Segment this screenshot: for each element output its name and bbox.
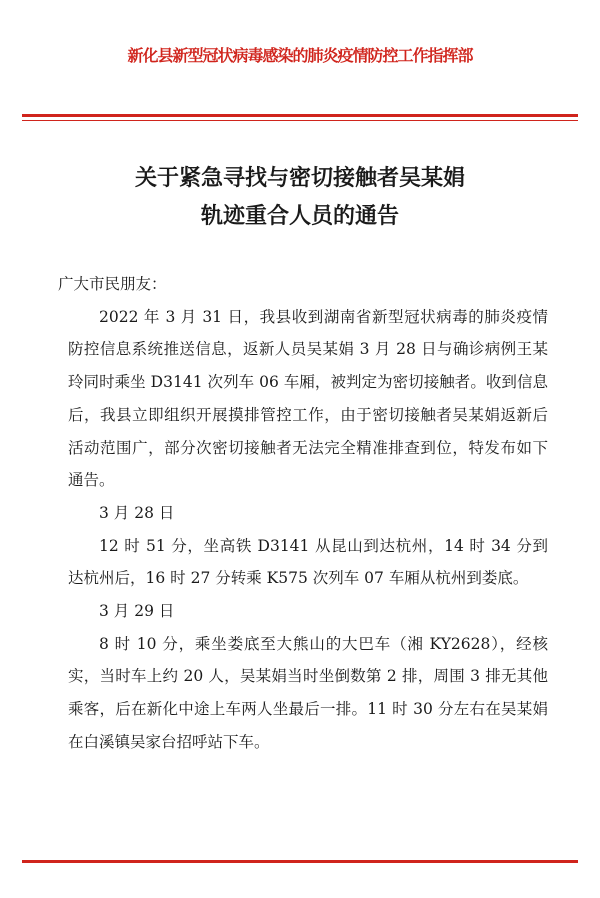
intro-paragraph: 2022 年 3 月 31 日，我县收到湖南省新型冠状病毒的肺炎疫情防控信息系统推送信息，返新人员吴某娟 3 月 28 日与确诊病例王某玲同时乘坐 D3141 次列车 06 车厢，被判定为密切接触者。收到信息后，我县立即组织开展摸排管控工作，由于密切接触者吴某娟返新后活动范围广，部分次密切接触者无法完全精准排查到位，特发布如下通告。 — [68, 307, 548, 490]
footer-rule — [22, 860, 578, 863]
notice-title-line-1: 关于紧急寻找与密切接触者吴某娟 — [134, 166, 465, 191]
itinerary-paragraph-1: 12 时 51 分，坐高铁 D3141 从昆山到达杭州，14 时 34 分到达杭州后，16 时 27 分转乘 K575 次列车 07 车厢从杭州到娄底。 — [68, 536, 548, 588]
notice-title-line-2: 轨迹重合人员的通告 — [200, 204, 399, 229]
notice-body — [58, 268, 548, 759]
itinerary-paragraph-2: 8 时 10 分，乘坐娄底至大熊山的大巴车（湘 KY2628），经核实，当时车上约 20 人，吴某娟当时坐倒数第 2 排，周围 3 排无其他乘客，后在新化中途上车两人坐最后一排。11 时 30 分左右在吴某娟在白溪镇吴家台招呼站下车。 — [68, 634, 548, 751]
date-heading-1: 3 月 28 日 — [99, 503, 175, 522]
masthead-rule-thin — [22, 120, 578, 121]
date-heading-2: 3 月 29 日 — [99, 602, 175, 621]
masthead-title: 新化县新型冠状病毒感染的肺炎疫情防控工作指挥部 — [127, 46, 473, 65]
greeting: 广大市民朋友： — [58, 275, 167, 293]
masthead-rule-thick — [22, 114, 578, 117]
